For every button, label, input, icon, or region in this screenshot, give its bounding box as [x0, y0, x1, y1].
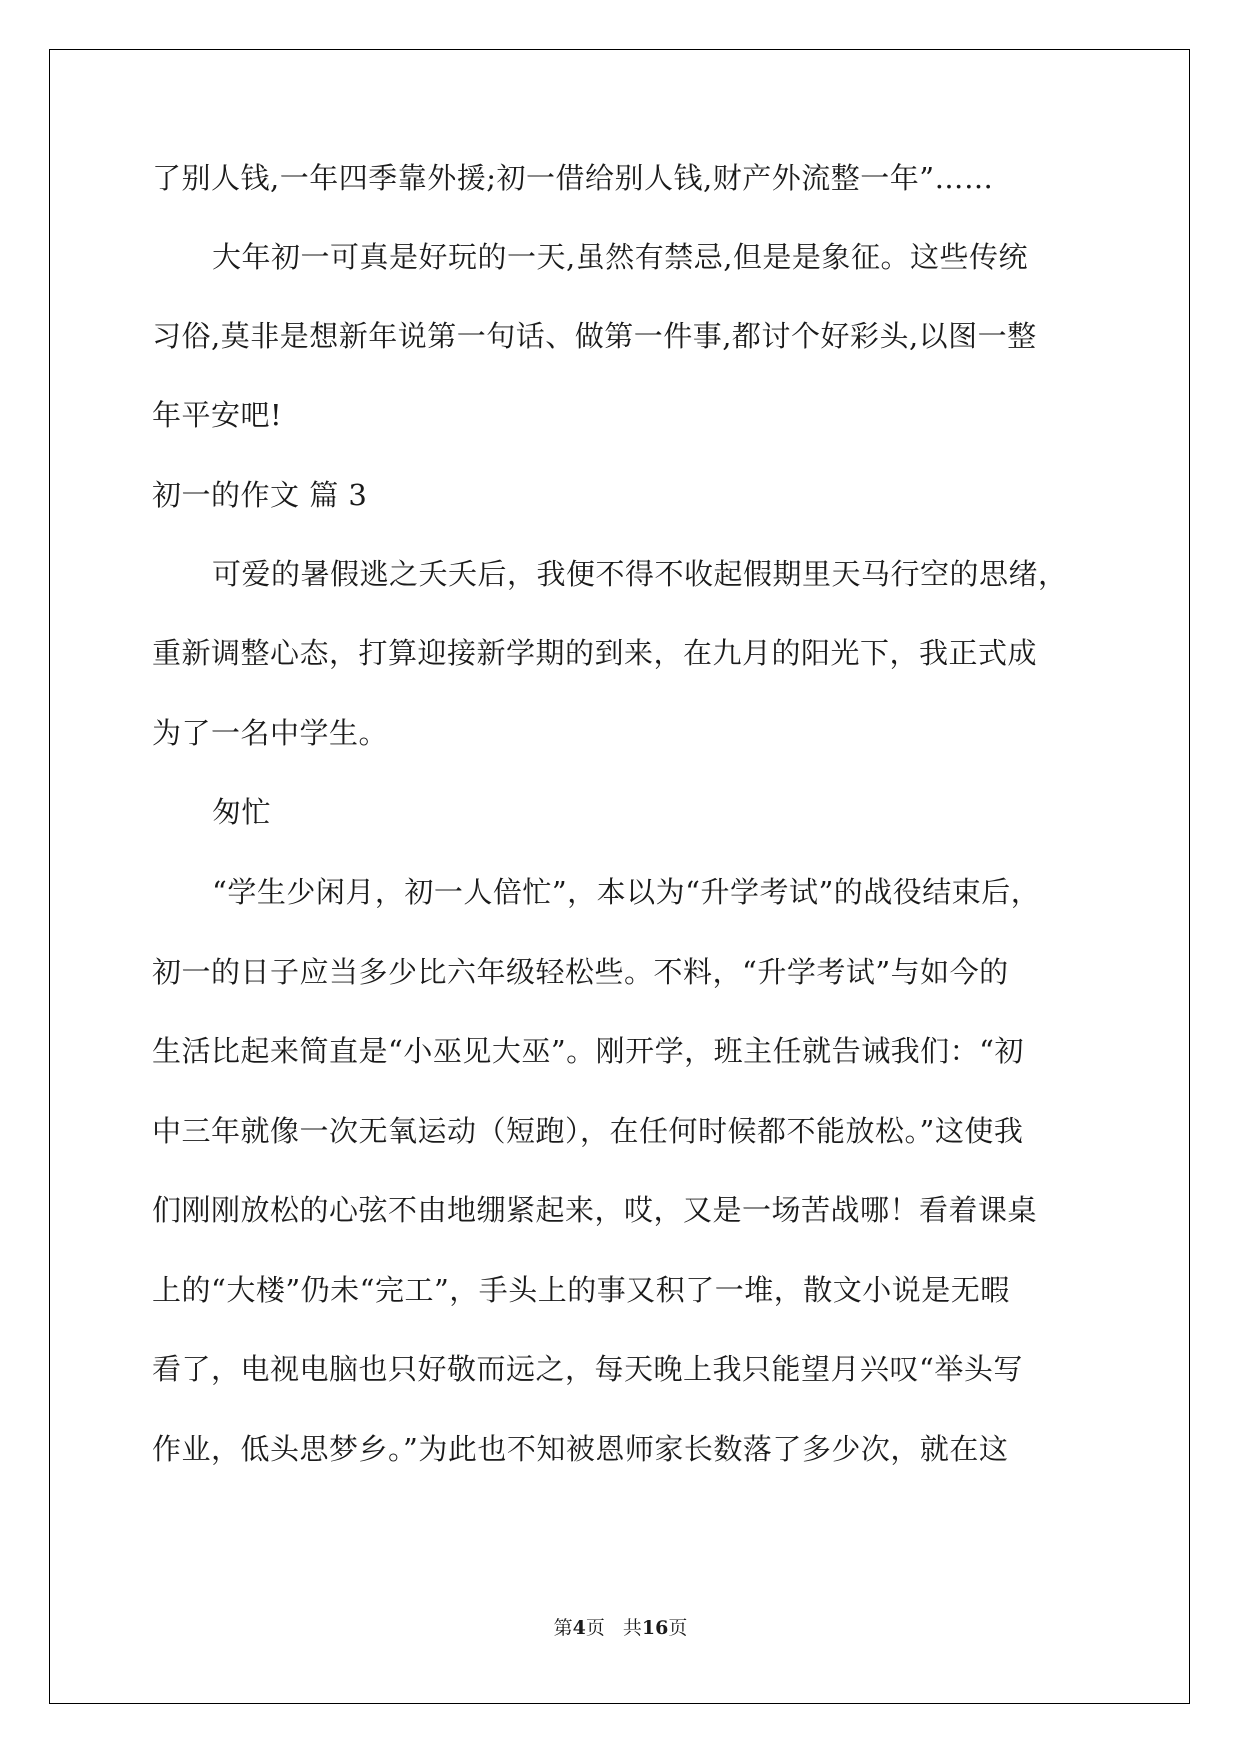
page-prefix: 第: [553, 1617, 573, 1639]
page-current: 4: [572, 1617, 586, 1639]
page-total: 16: [641, 1617, 669, 1639]
text-line-17: 作业，低头思梦乡。”为此也不知被恩师家长数落了多少次，就在这: [152, 1432, 1009, 1466]
text-line-12: 生活比起来简直是“小巫见大巫”。刚开学，班主任就告诫我们：“初: [152, 1034, 1024, 1068]
text-line-4: 年平安吧!: [152, 398, 283, 432]
text-line-1: 了别人钱,一年四季靠外援;初一借给别人钱,财产外流整一年”……: [152, 161, 994, 195]
total-prefix: 共: [622, 1617, 642, 1639]
page-unit: 页: [585, 1617, 605, 1639]
text-line-15: 上的“大楼”仍未“完工”，手头上的事又积了一堆，散文小说是无暇: [152, 1273, 1010, 1307]
text-line-7: 重新调整心态，打算迎接新学期的到来，在九月的阳光下，我正式成: [152, 636, 1038, 670]
section-heading: 初一的作文 篇 3: [152, 478, 368, 512]
text-line-6: 可爱的暑假逃之夭夭后，我便不得不收起假期里天马行空的思绪，: [212, 557, 1068, 591]
text-line-8: 为了一名中学生。: [152, 716, 389, 750]
text-line-2: 大年初一可真是好玩的一天,虽然有禁忌,但是是象征。这些传统: [212, 240, 1028, 274]
text-line-14: 们刚刚放松的心弦不由地绷紧起来，哎，又是一场苦战哪！看着课桌: [152, 1193, 1038, 1227]
page-footer: [0, 1616, 1241, 1640]
text-line-11: 初一的日子应当多少比六年级轻松些。不料，“升学考试”与如今的: [152, 955, 1009, 989]
text-line-13: 中三年就像一次无氧运动（短跑），在任何时候都不能放松。”这使我: [152, 1114, 1024, 1148]
text-line-3: 习俗,莫非是想新年说第一句话、做第一件事,都讨个好彩头,以图一整: [152, 319, 1037, 353]
subheading: 匆忙: [212, 795, 272, 829]
text-line-16: 看了，电视电脑也只好敬而远之，每天晚上我只能望月兴叹“举头写: [152, 1352, 1023, 1386]
text-line-10: “学生少闲月，初一人倍忙”，本以为“升学考试”的战役结束后，: [212, 875, 1041, 909]
total-unit: 页: [668, 1617, 688, 1639]
